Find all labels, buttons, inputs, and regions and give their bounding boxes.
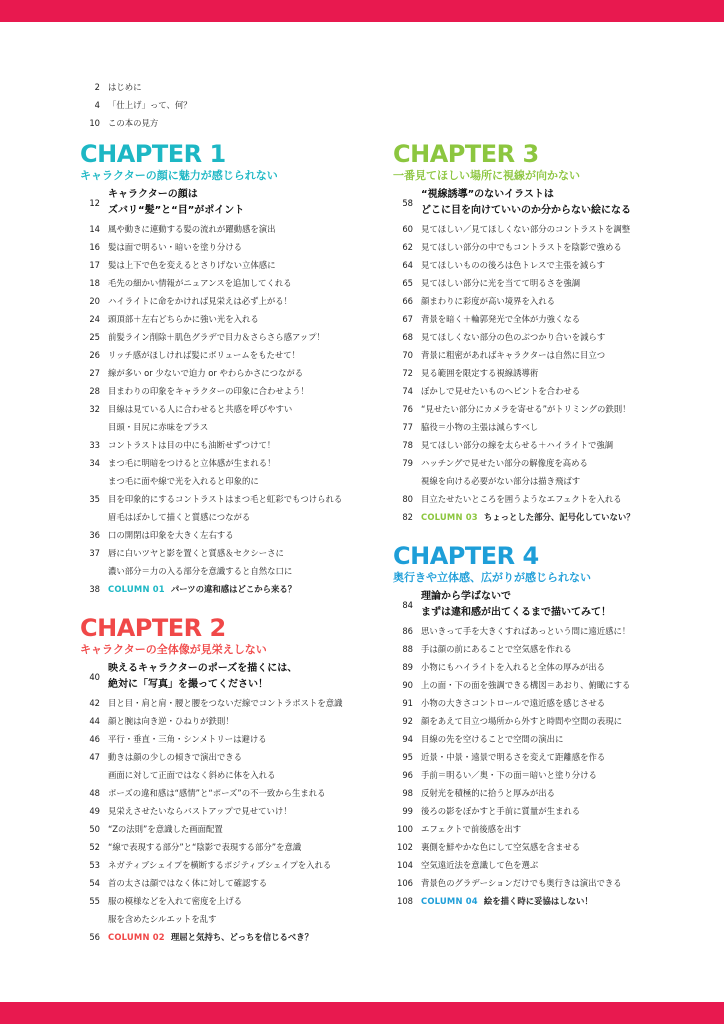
page-number: 58 <box>402 198 413 208</box>
entry-title: ハッチングで見せたい部分の解像度を高める <box>421 458 588 468</box>
column-entry <box>393 892 678 910</box>
column-title: 理屈と気持ち、どっちを信じるべき？ <box>170 932 314 942</box>
entry-title: 反射光を積極的に拾うと厚みが出る <box>421 788 555 798</box>
toc-entry <box>80 96 380 114</box>
page-number: 50 <box>89 824 100 834</box>
page-number <box>80 910 108 928</box>
toc-entry <box>393 382 678 400</box>
toc-entry <box>80 526 365 544</box>
toc-entry <box>80 748 365 766</box>
toc-entry <box>80 892 365 910</box>
toc-entry <box>80 256 365 274</box>
toc-entry <box>393 400 678 418</box>
page-number: 28 <box>89 386 100 396</box>
entry-title: 線が多い or 少ないで迫力 or やわらかさにつながる <box>108 368 304 378</box>
entry-title: 目まわりの印象をキャラクターの印象に合わせよう！ <box>108 386 309 396</box>
page-number: 37 <box>89 548 100 558</box>
entry-title: 頭頂部＋左右どちらかに強い光を入れる <box>108 314 259 324</box>
entry-title: 空気遠近法を意識して色を選ぶ <box>421 860 539 870</box>
toc-entry <box>80 310 365 328</box>
toc-entry <box>393 622 678 640</box>
entry-title: 小物の大きさコントロールで遠近感を感じさせる <box>421 698 606 708</box>
entry-title: 髪は面で明るい・暗いを塗り分ける <box>108 242 242 252</box>
toc-entry <box>393 766 678 784</box>
column-entry <box>80 928 365 946</box>
toc-entry <box>393 274 678 292</box>
entry-title: この本の見方 <box>108 118 159 128</box>
toc-entry <box>393 856 678 874</box>
toc-entry <box>80 274 365 292</box>
column-title: 絵を描く時に妥協はしない！ <box>483 896 593 906</box>
entry-title: 動きは顔の少しの傾きで演出できる <box>108 752 242 762</box>
page-number: 72 <box>402 368 413 378</box>
column-label: COLUMN 04 <box>421 896 478 906</box>
column-entry <box>80 580 365 598</box>
column-label: COLUMN 01 <box>108 584 165 594</box>
entry-title: 目頭・目尻に赤味をプラス <box>108 422 209 432</box>
page-number <box>80 508 108 526</box>
column-label: COLUMN 03 <box>421 512 478 522</box>
entry-title: まつ毛に明暗をつけると立体感が生まれる！ <box>108 458 276 468</box>
entry-title: 顔まわりに彩度が高い境界を入れる <box>421 296 555 306</box>
toc-entry <box>80 820 365 838</box>
toc-entry <box>393 292 678 310</box>
toc-entry <box>80 544 365 562</box>
page-number: 56 <box>89 932 100 942</box>
entry-title: 見てほしい／見てほしくない部分のコントラストを調整 <box>421 224 631 234</box>
toc-entry <box>80 856 365 874</box>
page-number: 47 <box>89 752 100 762</box>
toc-entry <box>80 436 365 454</box>
page-number: 74 <box>402 386 413 396</box>
toc-entry <box>80 472 365 490</box>
entry-title: 毛先の細かい情報がニュアンスを追加してくれる <box>108 278 292 288</box>
page-number: 65 <box>402 278 413 288</box>
toc-entry <box>393 838 678 856</box>
page-number: 76 <box>402 404 413 414</box>
entry-title: 眉毛はぼかして描くと質感につながる <box>108 512 251 522</box>
intro-list <box>80 78 380 132</box>
page-number: 78 <box>402 440 413 450</box>
entry-title: 髪は上下で色を変えるとさりげない立体感に <box>108 260 276 270</box>
toc-entry <box>393 748 678 766</box>
toc-entry <box>393 694 678 712</box>
page-number: 40 <box>89 672 100 682</box>
toc-entry <box>80 346 365 364</box>
toc-entry <box>80 186 365 220</box>
page-number: 79 <box>402 458 413 468</box>
chapter-title: CHAPTER 4 <box>393 542 539 570</box>
chapter-title: CHAPTER 2 <box>80 614 226 642</box>
page-number: 67 <box>402 314 413 324</box>
page-number: 108 <box>397 896 413 906</box>
toc-entry <box>393 784 678 802</box>
column-label: COLUMN 02 <box>108 932 165 942</box>
entry-title: ぼかしで見せたいものへピントを合わせる <box>421 386 581 396</box>
chapter-title: CHAPTER 1 <box>80 140 226 168</box>
page-number: 25 <box>89 332 100 342</box>
entry-title: “視線誘導”のないイラストは どこに目を向けていいのか分からない絵になる <box>421 189 631 216</box>
page-number: 18 <box>89 278 100 288</box>
column-title: ちょっとした部分、記号化していない？ <box>483 512 635 522</box>
entry-title: 目を印象的にするコントラストはまつ毛と虹彩でもつけられる <box>108 494 343 504</box>
page-number: 96 <box>402 770 413 780</box>
entry-title: 見る範囲を限定する視線誘導術 <box>421 368 539 378</box>
entry-title: 近景・中景・遠景で明るさを変えて距離感を作る <box>421 752 606 762</box>
page-number: 55 <box>89 896 100 906</box>
page-number: 92 <box>402 716 413 726</box>
entry-title: 背景を暗く＋輪郭発光で全体が力強くなる <box>421 314 581 324</box>
entry-title: 平行・垂直・三角・シンメトリーは避ける <box>108 734 267 744</box>
entry-title: 背景に粗密があればキャラクターは自然に目立つ <box>421 350 606 360</box>
page-number: 94 <box>402 734 413 744</box>
toc-entry <box>393 676 678 694</box>
page-number: 53 <box>89 860 100 870</box>
toc-column-left <box>80 138 365 946</box>
page-number: 46 <box>89 734 100 744</box>
page-number: 89 <box>402 662 413 672</box>
toc-entry <box>80 400 365 418</box>
top-color-bar <box>0 0 724 22</box>
entry-title: 見てほしくない部分の色のぶつかり合いを減らす <box>421 332 606 342</box>
page-number: 32 <box>89 404 100 414</box>
chapter-title: CHAPTER 3 <box>393 140 539 168</box>
page-number: 52 <box>89 842 100 852</box>
entry-title: コントラストは目の中にも油断せずつけて！ <box>108 440 276 450</box>
entry-title: 顔と腕は向き逆・ひねりが鉄則！ <box>108 716 234 726</box>
entry-title: “見せたい部分にカメラを寄せる”がトリミングの鉄則！ <box>421 404 631 414</box>
entry-title: “線で表現する部分”と“陰影で表現する部分”を意識 <box>108 842 302 852</box>
page-number: 14 <box>89 224 100 234</box>
toc-entry <box>80 292 365 310</box>
page-number: 100 <box>397 824 413 834</box>
toc-entry <box>80 838 365 856</box>
toc-entry <box>393 346 678 364</box>
entry-title: 見てほしい部分の中でもコントラストを陰影で強める <box>421 242 622 252</box>
entry-title: 理論から学ばないで まずは違和感が出てくるまで描いてみて！ <box>421 591 611 618</box>
page-number: 24 <box>89 314 100 324</box>
entry-title: 手前＝明るい／奥・下の面＝暗いと塗り分ける <box>421 770 597 780</box>
entry-title: リッチ感がほしければ髪にボリュームをもたせて！ <box>108 350 301 360</box>
toc-entry <box>80 454 365 472</box>
toc-entry <box>80 562 365 580</box>
entry-title: はじめに <box>108 82 142 92</box>
toc-entry <box>393 874 678 892</box>
entry-title: 裏側を鮮やかな色にして空気感を含ませる <box>421 842 581 852</box>
toc-entry <box>80 660 365 694</box>
page-number: 84 <box>402 600 413 610</box>
page-number: 4 <box>94 100 100 110</box>
page-number <box>80 562 108 580</box>
toc-entry <box>80 694 365 712</box>
entry-title: ポーズの違和感は“感情”と“ポーズ”の不一致から生まれる <box>108 788 326 798</box>
entry-title: 背景色のグラデーションだけでも奥行きは演出できる <box>421 878 622 888</box>
page-number: 99 <box>402 806 413 816</box>
entry-title: 首の太さは顔ではなく体に対して確認する <box>108 878 268 888</box>
page-number: 60 <box>402 224 413 234</box>
page-number: 86 <box>402 626 413 636</box>
entry-title: ハイライトに命をかければ見栄えは必ず上がる！ <box>108 296 292 306</box>
entry-title: “Zの法則”を意識した画面配置 <box>108 824 223 834</box>
toc-entry <box>393 820 678 838</box>
toc-entry <box>393 220 678 238</box>
entry-title: キャラクターの顔は ズバリ“髪”と“目”がポイント <box>108 189 245 216</box>
toc-entry <box>80 220 365 238</box>
toc-entry <box>393 364 678 382</box>
toc-entry <box>393 238 678 256</box>
entry-title: 「仕上げ」って、何？ <box>108 100 192 110</box>
chapter-3-section <box>393 140 678 526</box>
page-number: 98 <box>402 788 413 798</box>
page-number: 77 <box>402 422 413 432</box>
toc-entry <box>393 186 678 220</box>
entry-title: 見てほしい部分に光を当てて明るさを強調 <box>421 278 581 288</box>
page-number <box>393 472 421 490</box>
toc-entry <box>80 910 365 928</box>
toc-entry <box>393 588 678 622</box>
toc-entry <box>80 874 365 892</box>
page-number: 12 <box>89 198 100 208</box>
entry-title: 服の模様などを入れて密度を上げる <box>108 896 242 906</box>
entry-title: 目線の先を空けることで空間の演出に <box>421 734 564 744</box>
page-number: 90 <box>402 680 413 690</box>
entry-title: 目立たせたいところを囲うようなエフェクトを入れる <box>421 494 622 504</box>
page-number: 95 <box>402 752 413 762</box>
page-number: 91 <box>402 698 413 708</box>
toc-entry <box>393 454 678 472</box>
page-number: 102 <box>397 842 413 852</box>
page-number: 27 <box>89 368 100 378</box>
toc-entry <box>393 256 678 274</box>
page-number: 16 <box>89 242 100 252</box>
entry-title: 目線は見ている人に合わせると共感を呼びやすい <box>108 404 293 414</box>
entry-title: 上の面・下の面を強調できる構図＝あおり、俯瞰にする <box>421 680 631 690</box>
toc-entry <box>393 418 678 436</box>
page-number: 68 <box>402 332 413 342</box>
toc-entry <box>80 382 365 400</box>
toc-entry <box>393 472 678 490</box>
toc-entry <box>80 508 365 526</box>
page-number: 42 <box>89 698 100 708</box>
entry-title: 顔をあえて目立つ場所から外すと時間や空間の表現に <box>421 716 622 726</box>
toc-entry <box>80 238 365 256</box>
entry-title: 見てほしいものの後ろは色トレスで主張を減らす <box>421 260 605 270</box>
page-number: 38 <box>89 584 100 594</box>
column-title: パーツの違和感はどこから来る？ <box>170 584 297 594</box>
page-number: 2 <box>94 82 100 92</box>
toc-entry <box>393 730 678 748</box>
toc-entry <box>393 436 678 454</box>
page-number <box>80 418 108 436</box>
page-number: 88 <box>402 644 413 654</box>
page-number: 80 <box>402 494 413 504</box>
page-number <box>80 472 108 490</box>
page-number: 17 <box>89 260 100 270</box>
toc-entry <box>80 114 380 132</box>
toc-entry <box>80 328 365 346</box>
toc-entry <box>393 640 678 658</box>
toc-entry <box>393 310 678 328</box>
toc-entry <box>80 364 365 382</box>
column-entry <box>393 508 678 526</box>
toc-entry <box>80 712 365 730</box>
entry-title: 脇役＝小物の主張は減らすべし <box>421 422 539 432</box>
toc-entry <box>80 418 365 436</box>
page-number: 34 <box>89 458 100 468</box>
entry-title: 見てほしい部分の線を太らせる＋ハイライトで強調 <box>421 440 614 450</box>
toc-entry <box>80 802 365 820</box>
entry-title: 映えるキャラクターのポーズを描くには、 絶対に「写真」を撮ってください！ <box>108 663 298 690</box>
toc-entry <box>80 730 365 748</box>
bottom-color-bar <box>0 1002 724 1024</box>
page-number: 49 <box>89 806 100 816</box>
entry-title: 風や動きに連動する髪の流れが躍動感を演出 <box>108 224 276 234</box>
page-number: 62 <box>402 242 413 252</box>
page-number: 26 <box>89 350 100 360</box>
chapter-subtitle: 奥行きや立体感、広がりが感じられない <box>393 571 591 584</box>
toc-entry <box>80 490 365 508</box>
page-number: 106 <box>397 878 413 888</box>
entry-title: ネガティブシェイプを横断するポジティブシェイプを入れる <box>108 860 332 870</box>
entry-title: 手は顔の前にあることで空気感を作れる <box>421 644 572 654</box>
entry-title: エフェクトで前後感を出す <box>421 824 522 834</box>
entry-title: 唇に白いツヤと影を置くと質感＆セクシーさに <box>108 548 284 558</box>
entry-title: まつ毛に面や線で光を入れると印象的に <box>108 476 259 486</box>
entry-title: 服を含めたシルエットを乱す <box>108 914 217 924</box>
toc-column-right <box>393 138 678 910</box>
page-number: 20 <box>89 296 100 306</box>
page-number: 44 <box>89 716 100 726</box>
chapter-subtitle: 一番見てほしい場所に視線が向かない <box>393 169 580 182</box>
page-number: 64 <box>402 260 413 270</box>
page-number: 36 <box>89 530 100 540</box>
page-number: 82 <box>402 512 413 522</box>
toc-entry <box>393 328 678 346</box>
entry-title: 口の開閉は印象を大きく左右する <box>108 530 234 540</box>
chapter-4-section <box>393 542 678 910</box>
page-number: 66 <box>402 296 413 306</box>
chapter-1-section <box>80 140 365 598</box>
entry-title: 濃い部分＝力の入る部分を意識すると自然な口に <box>108 566 293 576</box>
page-number <box>80 766 108 784</box>
entry-title: 後ろの影をぼかすと手前に質量が生まれる <box>421 806 581 816</box>
page-number: 104 <box>397 860 413 870</box>
toc-entry <box>80 766 365 784</box>
toc-entry <box>80 784 365 802</box>
toc-entry <box>393 712 678 730</box>
toc-entry <box>393 802 678 820</box>
entry-title: 思いきって手を大きくすればあっという間に遠近感に！ <box>421 626 631 636</box>
chapter-subtitle: キャラクターの顔に魅力が感じられない <box>80 169 278 182</box>
page-number: 48 <box>89 788 100 798</box>
chapter-2-section <box>80 614 365 946</box>
page-number: 35 <box>89 494 100 504</box>
entry-title: 前髪ライン削除＋肌色グラデで目力＆さらさら感アップ！ <box>108 332 325 342</box>
entry-title: 視線を向ける必要がない部分は描き飛ばす <box>421 476 581 486</box>
toc-entry <box>393 490 678 508</box>
page-number: 33 <box>89 440 100 450</box>
chapter-subtitle: キャラクターの全体像が見栄えしない <box>80 643 267 656</box>
entry-title: 目と目・肩と肩・腰と腰をつないだ線でコントラポストを意識 <box>108 698 343 708</box>
page-number: 70 <box>402 350 413 360</box>
entry-title: 小物にもハイライトを入れると全体の厚みが出る <box>421 662 605 672</box>
page-number: 54 <box>89 878 100 888</box>
entry-title: 見栄えさせたいならバストアップで見せていけ！ <box>108 806 292 816</box>
page-number: 10 <box>89 118 100 128</box>
entry-title: 画面に対して正面ではなく斜めに体を入れる <box>108 770 276 780</box>
toc-entry <box>393 658 678 676</box>
toc-entry <box>80 78 380 96</box>
